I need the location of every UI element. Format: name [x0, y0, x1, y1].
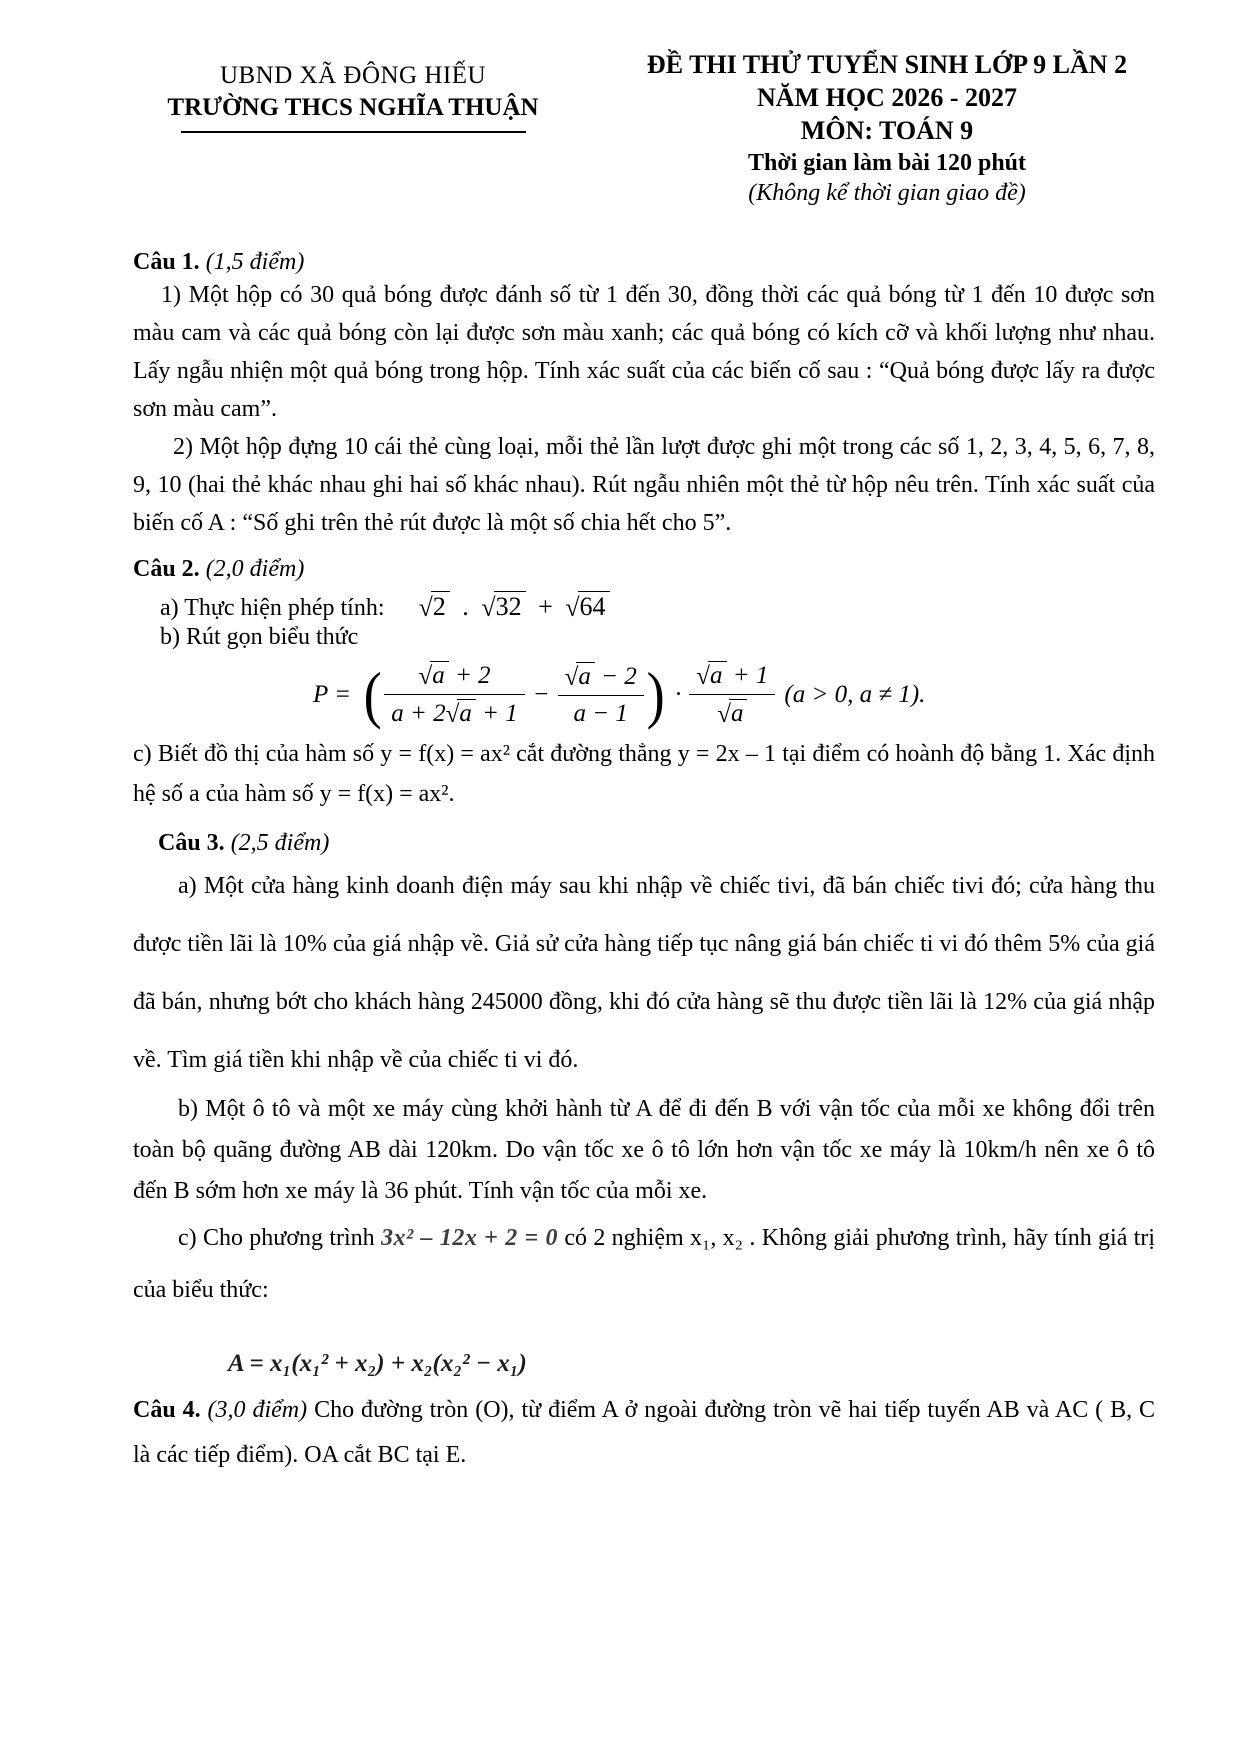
fraction-2-denominator: a − 1 [573, 699, 628, 727]
cau4-text: Cho đường tròn (O), từ điểm A ở ngoài đường tròn vẽ hai tiếp tuyến AB và AC ( B, C là các tiếp điểm). OA cắt BC tại E. [133, 1397, 1156, 1468]
cau1-points: (1,5 điểm) [205, 249, 305, 275]
radical-sign: √ [565, 593, 580, 622]
quadratic-equation: 3x² – 12x + 2 = 0 [381, 1225, 559, 1251]
numerator-rest: + 2 [448, 662, 491, 689]
fraction-1-numerator [384, 661, 524, 695]
cau2-a-label: a) Thực hiện phép tính: [160, 595, 385, 621]
denominator-rest: + 1 [475, 700, 518, 727]
cau4-points: (3,0 điểm) [207, 1397, 308, 1423]
radicand: a [430, 661, 449, 690]
radicand: 64 [578, 591, 610, 622]
cau2-item-c: c) Biết đồ thị của hàm số y = f(x) = ax² cắt đường thẳng y = 2x – 1 tại điểm có hoành độ bằng 1. Xác định hệ số a của hàm số y = f(x) = ax². [133, 741, 1155, 807]
cau3-label: Câu 3. [158, 830, 225, 856]
radical-sign: √ [481, 593, 496, 622]
cau3-c-pre: c) Cho phương trình [178, 1225, 381, 1251]
duration: Thời gian làm bài 120 phút [747, 150, 1027, 176]
cau2-item-a [160, 591, 1155, 622]
cau3-c-post: có 2 nghiệm x₁, x₂ . Không giải phương trình, hãy tính giá trị của biểu thức: [133, 1225, 1156, 1303]
numerator-rest: + 1 [726, 662, 769, 689]
exam-title: ĐỀ THI THỬ TUYỂN SINH LỚP 9 LẦN 2 [646, 50, 1128, 79]
cau3-points: (2,5 điểm) [230, 830, 330, 856]
condition: (a > 0, a ≠ 1). [784, 680, 926, 708]
radical-sign: √ [418, 663, 433, 690]
fraction-3-numerator [689, 661, 775, 695]
radicand: 2 [431, 591, 450, 622]
minus-sign: − [532, 680, 550, 708]
sqrt-32 [481, 591, 525, 622]
plus-sign: + [538, 592, 553, 621]
cau4-paragraph [133, 1388, 1155, 1478]
school-name: TRƯỜNG THCS NGHĨA THUẬN [167, 94, 539, 121]
center-dot: · [675, 680, 682, 708]
fraction-3-denominator [689, 695, 775, 728]
cau3-item-b: b) Một ô tô và một xe máy cùng khởi hành từ A để đi đến B với vận tốc của mỗi xe không đổi trên toàn bộ quãng đường AB dài 120km. Do vận tốc xe ô tô lớn hơn vận tốc xe máy là 10km/h nên xe ô tô đến B sớm hơn xe máy là 36 phút. Tính vận tốc của mỗi xe. [133, 1096, 1155, 1204]
radicand: a [729, 699, 748, 728]
cau2-b-label: b) Rút gọn biểu thức [160, 624, 359, 650]
fraction-2 [558, 662, 644, 728]
radical-sign: √ [717, 701, 731, 728]
org-name: UBND XÃ ĐÔNG HIẾU [219, 62, 487, 89]
radical-sign: √ [445, 701, 460, 728]
radical-sign: √ [418, 593, 433, 622]
cau3-item-c [133, 1212, 1155, 1316]
header-underline [181, 131, 526, 133]
cau1-heading [133, 249, 1155, 276]
cau4-label: Câu 4. [133, 1397, 201, 1423]
fraction-2-numerator [558, 662, 644, 696]
cau2-label: Câu 2. [133, 556, 200, 582]
fraction-1-denominator [384, 695, 524, 728]
fraction-3 [689, 661, 775, 728]
numerator-rest: − 2 [594, 662, 637, 690]
cau3-heading [158, 830, 1155, 857]
header-left [133, 50, 573, 207]
header [133, 50, 1155, 207]
a-formula: A = x₁(x₁² + x₂) + x₂(x₂² − x₁) [228, 1350, 527, 1377]
sqrt-2 [419, 591, 450, 622]
p-lhs: P = [313, 680, 351, 708]
multiply-dot: . [462, 592, 469, 621]
school-year: NĂM HỌC 2026 - 2027 [757, 83, 1017, 112]
radicand: a [708, 661, 727, 690]
denominator-pre: a + 2 [391, 700, 446, 727]
cau2-a-expression [419, 592, 610, 621]
duration-note: (Không kể thời gian giao đề) [748, 180, 1026, 206]
radicand: a [576, 662, 595, 691]
sqrt-64 [565, 591, 609, 622]
cau1-paragraph-2: 2) Một hộp đựng 10 cái thẻ cùng loại, mỗi thẻ lần lượt được ghi một trong các số 1, 2, 3, 4, 5, 6, 7, 8, 9, 10 (hai thẻ khác nhau ghi hai số khác nhau). Rút ngẫu nhiên một thẻ từ hộp nêu trên. Tính xác suất của biến cố A : “Số ghi trên thẻ rút được là một số chia hết cho 5”. [133, 434, 1155, 536]
radicand: 32 [494, 591, 526, 622]
radicand: a [457, 699, 476, 728]
fraction-1 [384, 661, 524, 728]
cau2-item-b [160, 624, 1155, 651]
cau2-heading [133, 556, 1155, 583]
radical-sign: √ [696, 663, 711, 690]
header-right [573, 50, 1155, 207]
cau2-points: (2,0 điểm) [205, 556, 305, 582]
cau1-paragraph-1: 1) Một hộp có 30 quả bóng được đánh số từ 1 đến 30, đồng thời các quả bóng từ 1 đến 10 được sơn màu cam và các quả bóng còn lại được sơn màu xanh; các quả bóng có kích cỡ và khối lượng như nhau. Lấy ngẫu nhiện một quả bóng trong hộp. Tính xác suất của các biến cố sau : “Quả bóng được lấy ra được sơn màu cam”. [133, 282, 1155, 422]
cau1-label: Câu 1. [133, 249, 200, 275]
cau3-item-a: a) Một cửa hàng kinh doanh điện máy sau khi nhập về chiếc tivi, đã bán chiếc tivi đó; cửa hàng thu được tiền lãi là 10% của giá nhập về. Giả sử cửa hàng tiếp tục nâng giá bán chiếc ti vi đó thêm 5% của giá đã bán, nhưng bớt cho khách hàng 245000 đồng, khi đó cửa hàng sẽ thu được tiền lãi là 12% của giá nhập về. Tìm giá tiền khi nhập về của chiếc ti vi đó. [133, 873, 1155, 1073]
radical-sign: √ [564, 663, 579, 691]
p-formula: P = ( $\frac{√a + 2}{a + 2√a + 1}$ − $\frac{√a - 2}{a - 1}$ ) · $\frac{√a + 1}{√a}$ (a > 0, a ≠ 1). [313, 658, 926, 730]
subject: MÔN: TOÁN 9 [800, 116, 974, 145]
